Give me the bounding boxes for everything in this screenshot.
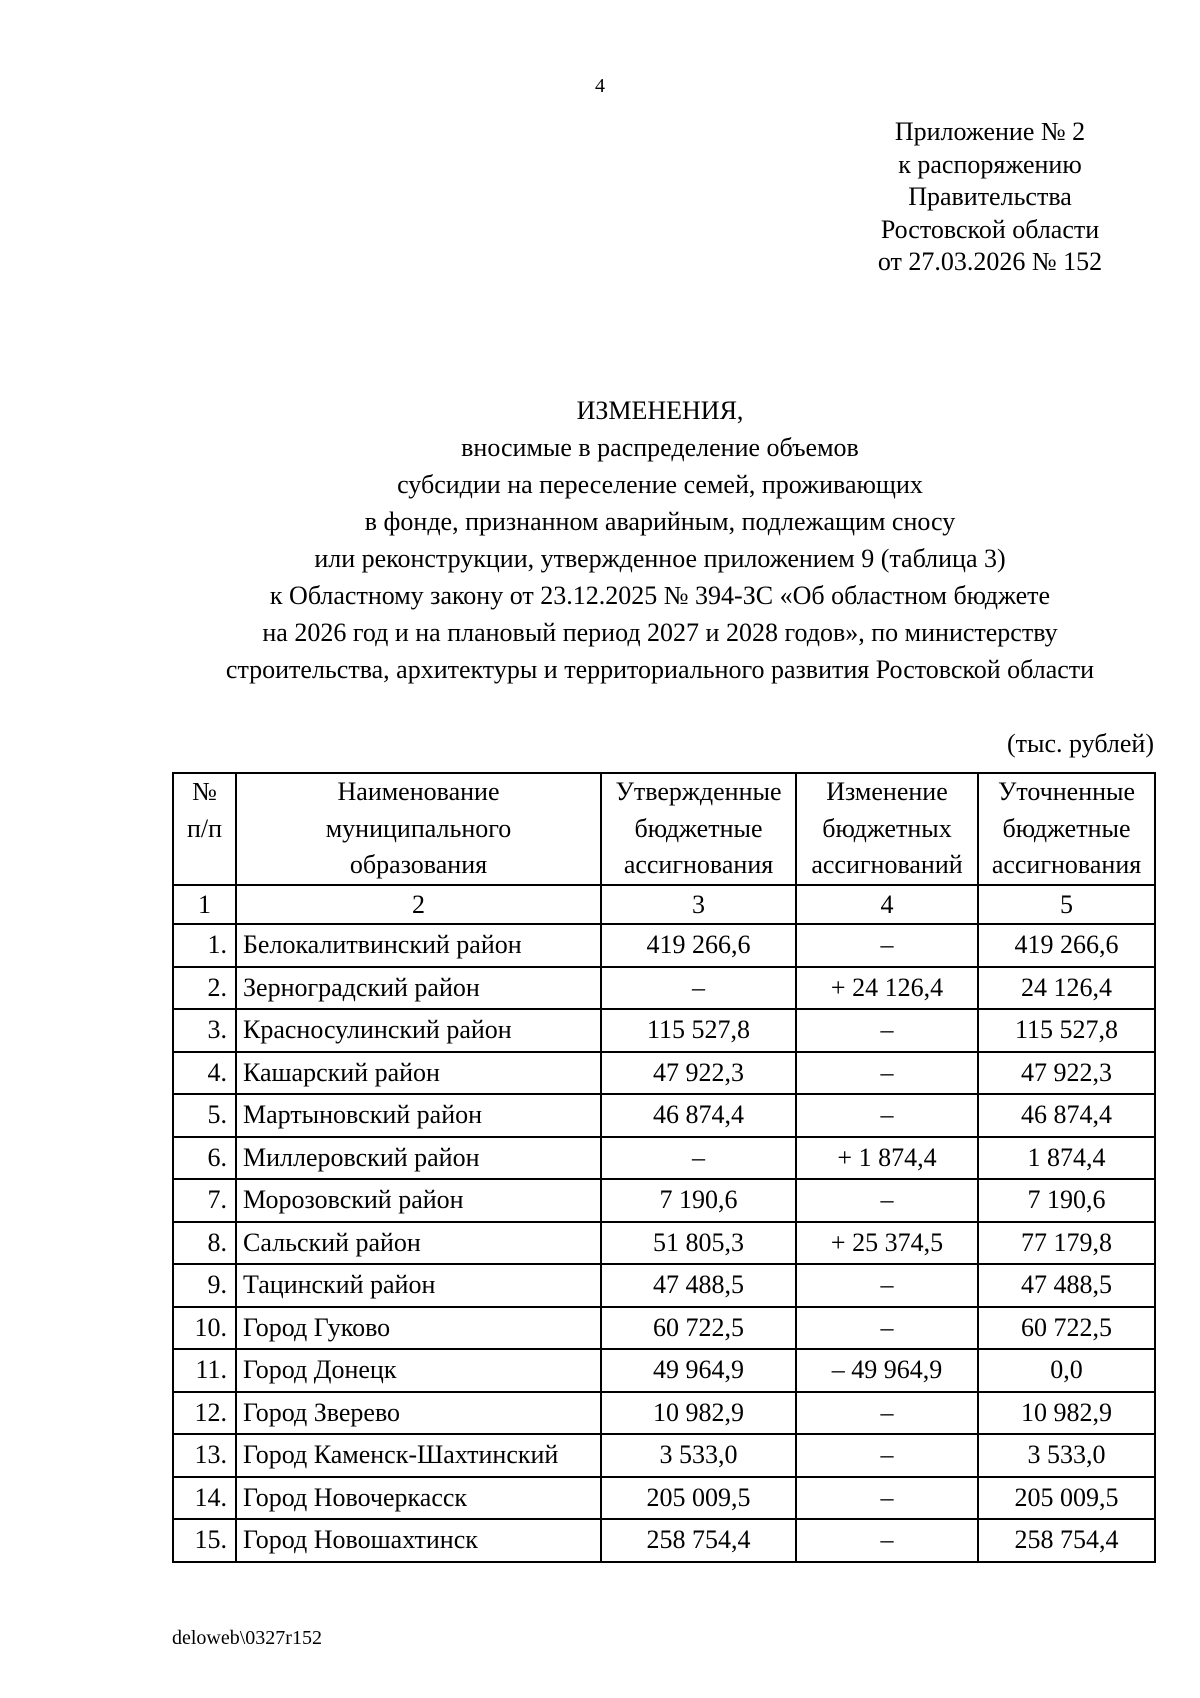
row-number: 15. xyxy=(173,1519,236,1562)
column-number: 4 xyxy=(796,885,978,924)
change-amount: + 24 126,4 xyxy=(796,967,978,1010)
change-amount: + 1 874,4 xyxy=(796,1137,978,1180)
municipality-name: Город Гуково xyxy=(236,1307,601,1350)
change-amount: – xyxy=(796,1009,978,1052)
title-line: на 2026 год и на плановый период 2027 и 2028 годов», по министерству xyxy=(262,618,1058,647)
change-amount: – xyxy=(796,1519,978,1562)
column-number: 5 xyxy=(978,885,1155,924)
updated-amount: 60 722,5 xyxy=(978,1307,1155,1350)
header-text: Изменение xyxy=(826,777,948,807)
header-municipality xyxy=(236,773,601,885)
table-row xyxy=(173,1264,1155,1307)
updated-amount: 47 488,5 xyxy=(978,1264,1155,1307)
table-row xyxy=(173,1392,1155,1435)
municipality-name: Город Новошахтинск xyxy=(236,1519,601,1562)
row-number: 8. xyxy=(173,1222,236,1265)
header-number xyxy=(173,773,236,885)
change-amount: – xyxy=(796,1264,978,1307)
row-number: 1. xyxy=(173,924,236,967)
header-text: муниципального xyxy=(325,813,512,843)
table-row xyxy=(173,967,1155,1010)
approved-amount: – xyxy=(601,1137,796,1180)
updated-amount: 0,0 xyxy=(978,1349,1155,1392)
table-row xyxy=(173,1477,1155,1520)
row-number: 9. xyxy=(173,1264,236,1307)
document-title xyxy=(60,392,1200,688)
municipality-name: Город Зверево xyxy=(236,1392,601,1435)
appendix-line: Приложение № 2 xyxy=(894,117,1086,146)
title-line: к Областному закону от 23.12.2025 № 394-ЗС «Об областном бюджете xyxy=(269,581,1051,610)
header-text: № xyxy=(192,777,217,807)
header-text: п/п xyxy=(186,813,223,843)
municipality-name: Сальский район xyxy=(236,1222,601,1265)
header-text: образования xyxy=(349,850,488,880)
appendix-reference xyxy=(820,116,1160,279)
row-number: 3. xyxy=(173,1009,236,1052)
row-number: 2. xyxy=(173,967,236,1010)
approved-amount: 258 754,4 xyxy=(601,1519,796,1562)
table-row xyxy=(173,1222,1155,1265)
approved-amount: – xyxy=(601,967,796,1010)
updated-amount: 10 982,9 xyxy=(978,1392,1155,1435)
updated-amount: 24 126,4 xyxy=(978,967,1155,1010)
municipality-name: Город Новочеркасск xyxy=(236,1477,601,1520)
units-label: (тыс. рублей) xyxy=(1006,729,1154,758)
table-row xyxy=(173,1519,1155,1562)
table-row xyxy=(173,924,1155,967)
header-text: Утвержденные xyxy=(615,777,782,807)
updated-amount: 258 754,4 xyxy=(978,1519,1155,1562)
header-text: Уточненные xyxy=(997,777,1136,807)
title-line: или реконструкции, утвержденное приложением 9 (таблица 3) xyxy=(314,544,1006,573)
header-approved xyxy=(601,773,796,885)
approved-amount: 115 527,8 xyxy=(601,1009,796,1052)
row-number: 4. xyxy=(173,1052,236,1095)
row-number: 13. xyxy=(173,1434,236,1477)
approved-amount: 205 009,5 xyxy=(601,1477,796,1520)
updated-amount: 77 179,8 xyxy=(978,1222,1155,1265)
table-row xyxy=(173,1179,1155,1222)
table-row xyxy=(173,1137,1155,1180)
document-code: deloweb\0327r152 xyxy=(172,1627,322,1649)
municipality-name: Кашарский район xyxy=(236,1052,601,1095)
municipality-name: Город Каменск-Шахтинский xyxy=(236,1434,601,1477)
header-updated xyxy=(978,773,1155,885)
header-text: бюджетных xyxy=(822,813,952,843)
column-number: 2 xyxy=(236,885,601,924)
table-row xyxy=(173,1009,1155,1052)
updated-amount: 3 533,0 xyxy=(978,1434,1155,1477)
table-row xyxy=(173,1349,1155,1392)
approved-amount: 3 533,0 xyxy=(601,1434,796,1477)
header-text: Наименование xyxy=(337,777,500,807)
header-spacer xyxy=(176,847,233,884)
approved-amount: 47 922,3 xyxy=(601,1052,796,1095)
municipality-name: Город Донецк xyxy=(236,1349,601,1392)
change-amount: – xyxy=(796,1094,978,1137)
column-number: 3 xyxy=(601,885,796,924)
municipality-name: Мартыновский район xyxy=(236,1094,601,1137)
appendix-line: от 27.03.2026 № 152 xyxy=(877,247,1103,276)
approved-amount: 7 190,6 xyxy=(601,1179,796,1222)
row-number: 11. xyxy=(173,1349,236,1392)
change-amount: – 49 964,9 xyxy=(796,1349,978,1392)
updated-amount: 1 874,4 xyxy=(978,1137,1155,1180)
change-amount: – xyxy=(796,924,978,967)
row-number: 10. xyxy=(173,1307,236,1350)
header-text: бюджетные xyxy=(1002,813,1131,843)
approved-amount: 60 722,5 xyxy=(601,1307,796,1350)
updated-amount: 46 874,4 xyxy=(978,1094,1155,1137)
municipality-name: Белокалитвинский район xyxy=(236,924,601,967)
change-amount: – xyxy=(796,1052,978,1095)
column-number-row xyxy=(173,885,1155,924)
municipality-name: Морозовский район xyxy=(236,1179,601,1222)
table-row xyxy=(173,1307,1155,1350)
page-number: 4 xyxy=(595,75,605,97)
updated-amount: 205 009,5 xyxy=(978,1477,1155,1520)
change-amount: – xyxy=(796,1434,978,1477)
title-heading: ИЗМЕНЕНИЯ, xyxy=(576,396,744,425)
municipality-name: Зерноградский район xyxy=(236,967,601,1010)
updated-amount: 419 266,6 xyxy=(978,924,1155,967)
table-row xyxy=(173,1094,1155,1137)
row-number: 14. xyxy=(173,1477,236,1520)
title-line: субсидии на переселение семей, проживающих xyxy=(397,470,923,499)
appendix-line: к распоряжению xyxy=(898,149,1082,179)
row-number: 7. xyxy=(173,1179,236,1222)
municipality-name: Миллеровский район xyxy=(236,1137,601,1180)
change-amount: – xyxy=(796,1477,978,1520)
subsidy-table xyxy=(172,772,1156,1563)
change-amount: – xyxy=(796,1307,978,1350)
header-text: ассигнования xyxy=(623,850,774,880)
table-header-row xyxy=(173,773,1155,885)
row-number: 5. xyxy=(173,1094,236,1137)
row-number: 6. xyxy=(173,1137,236,1180)
updated-amount: 47 922,3 xyxy=(978,1052,1155,1095)
header-text: ассигнований xyxy=(811,850,963,880)
approved-amount: 10 982,9 xyxy=(601,1392,796,1435)
approved-amount: 46 874,4 xyxy=(601,1094,796,1137)
approved-amount: 51 805,3 xyxy=(601,1222,796,1265)
appendix-line: Правительства xyxy=(908,182,1072,211)
municipality-name: Красносулинский район xyxy=(236,1009,601,1052)
title-line: в фонде, признанном аварийным, подлежащим сносу xyxy=(364,507,956,536)
title-line: строительства, архитектуры и территориального развития Ростовской области xyxy=(225,655,1095,684)
header-change xyxy=(796,773,978,885)
approved-amount: 49 964,9 xyxy=(601,1349,796,1392)
header-text: ассигнования xyxy=(991,850,1142,880)
change-amount: – xyxy=(796,1179,978,1222)
table-row xyxy=(173,1052,1155,1095)
approved-amount: 419 266,6 xyxy=(601,924,796,967)
header-text: бюджетные xyxy=(634,813,763,843)
column-number: 1 xyxy=(173,885,236,924)
appendix-line: Ростовской области xyxy=(880,214,1100,244)
updated-amount: 115 527,8 xyxy=(978,1009,1155,1052)
municipality-name: Тацинский район xyxy=(236,1264,601,1307)
approved-amount: 47 488,5 xyxy=(601,1264,796,1307)
change-amount: – xyxy=(796,1392,978,1435)
title-line: вносимые в распределение объемов xyxy=(461,433,859,462)
row-number: 12. xyxy=(173,1392,236,1435)
updated-amount: 7 190,6 xyxy=(978,1179,1155,1222)
change-amount: + 25 374,5 xyxy=(796,1222,978,1265)
table-row xyxy=(173,1434,1155,1477)
